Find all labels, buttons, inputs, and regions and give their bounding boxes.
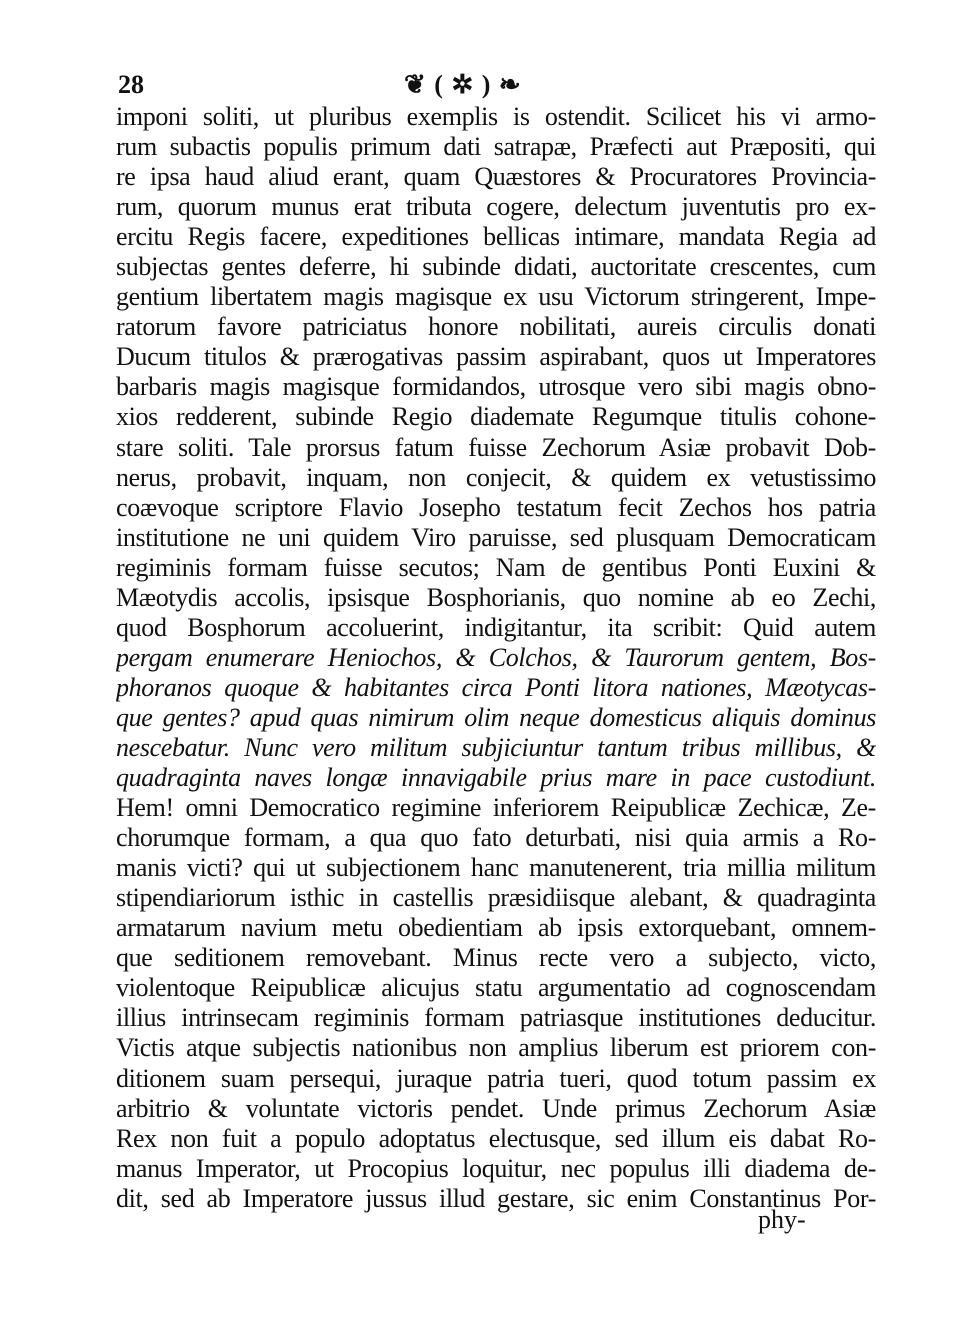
- text-line: que seditionem removebant. Minus recte vero a subjecto, victo,: [116, 943, 876, 973]
- page-header: [118, 66, 878, 106]
- text-line: rum, quorum munus erat tributa cogere, delectum juventutis pro ex-: [116, 192, 876, 222]
- text-line: Mæotydis accolis, ipsisque Bosphorianis, quo nomine ab eo Zechi,: [116, 582, 876, 612]
- text-line: illius intrinsecam regiminis formam patriasque institutiones deducitur.: [116, 1003, 876, 1033]
- quoted-text-line: nescebatur. Nunc vero militum subjiciuntur tantum tribus millibus, &: [116, 732, 876, 762]
- text-line: coævoque scriptore Flavio Josepho testatum fecit Zechos hos patria: [116, 492, 876, 522]
- quoted-text-line: phoranos quoque & habitantes circa Ponti litora nationes, Mæotycas-: [116, 672, 876, 702]
- text-line: institutione ne uni quidem Viro paruisse, sed plusquam Democraticam: [116, 522, 876, 552]
- text-line: Rex non fuit a populo adoptatus electusque, sed illum eis dabat Ro-: [116, 1123, 876, 1153]
- text-line: quod Bosphorum accoluerint, indigitantur, ita scribit: Quid autem: [116, 612, 876, 642]
- text-line: rum subactis populis primum dati satrapæ, Præfecti aut Præpositi, qui: [116, 132, 876, 162]
- quoted-text-line: pergam enumerare Heniochos, & Colchos, & Taurorum gentem, Bos-: [116, 642, 876, 672]
- quoted-text-line: quadraginta naves longæ innavigabile prius mare in pace custodiunt.: [116, 763, 876, 793]
- catchword: phy-: [758, 1205, 806, 1234]
- quoted-text-line: que gentes? apud quas nimirum olim neque domesticus aliquis dominus: [116, 702, 876, 732]
- text-line: manus Imperator, ut Procopius loquitur, nec populus illi diadema de-: [116, 1153, 876, 1183]
- text-line: barbaris magis magisque formidandos, utrosque vero sibi magis obno-: [116, 372, 876, 402]
- text-line: manis victi? qui ut subjectionem hanc manutenerent, tria millia militum: [116, 853, 876, 883]
- text-line: ratorum favore patriciatus honore nobilitati, aureis circulis donati: [116, 312, 876, 342]
- text-line: nerus, probavit, inquam, non conjecit, & quidem ex vetustissimo: [116, 462, 876, 492]
- text-line: subjectas gentes deferre, hi subinde didati, auctoritate crescentes, cum: [116, 252, 876, 282]
- text-line: ditionem suam persequi, juraque patria tueri, quod totum passim ex: [116, 1063, 876, 1093]
- text-line: arbitrio & voluntate victoris pendet. Unde primus Zechorum Asiæ: [116, 1093, 876, 1123]
- text-line: Hem! omni Democratico regimine inferiorem Reipublicæ Zechicæ, Ze-: [116, 793, 876, 823]
- text-line: chorumque formam, a qua quo fato deturbati, nisi quia armis a Ro-: [116, 823, 876, 853]
- header-ornament: ❦ ( ✲ ) ❧: [404, 70, 522, 99]
- text-line: stipendiariorum isthic in castellis præsidiisque alebant, & quadraginta: [116, 883, 876, 913]
- text-line: gentium libertatem magis magisque ex usu Victorum stringerent, Impe-: [116, 282, 876, 312]
- text-line: re ipsa haud aliud erant, quam Quæstores & Procuratores Provincia-: [116, 162, 876, 192]
- text-line: xios redderent, subinde Regio diademate Regumque titulis cohone-: [116, 402, 876, 432]
- page-number: 28: [118, 70, 144, 99]
- body-text: [116, 102, 876, 1214]
- text-line: Victis atque subjectis nationibus non amplius liberum est priorem con-: [116, 1033, 876, 1063]
- text-line: stare soliti. Tale prorsus fatum fuisse Zechorum Asiæ probavit Dob-: [116, 432, 876, 462]
- text-line: dit, sed ab Imperatore jussus illud gestare, sic enim Constantinus Por-: [116, 1183, 876, 1213]
- text-line: Ducum titulos & prærogativas passim aspirabant, quos ut Imperatores: [116, 342, 876, 372]
- text-line: armatarum navium metu obedientiam ab ipsis extorquebant, omnem-: [116, 913, 876, 943]
- text-line: regiminis formam fuisse secutos; Nam de gentibus Ponti Euxini &: [116, 552, 876, 582]
- text-line: ercitu Regis facere, expeditiones bellicas intimare, mandata Regia ad: [116, 222, 876, 252]
- text-line: violentoque Reipublicæ alicujus statu argumentatio ad cognoscendam: [116, 973, 876, 1003]
- text-line: imponi soliti, ut pluribus exemplis is ostendit. Scilicet his vi armo-: [116, 102, 876, 131]
